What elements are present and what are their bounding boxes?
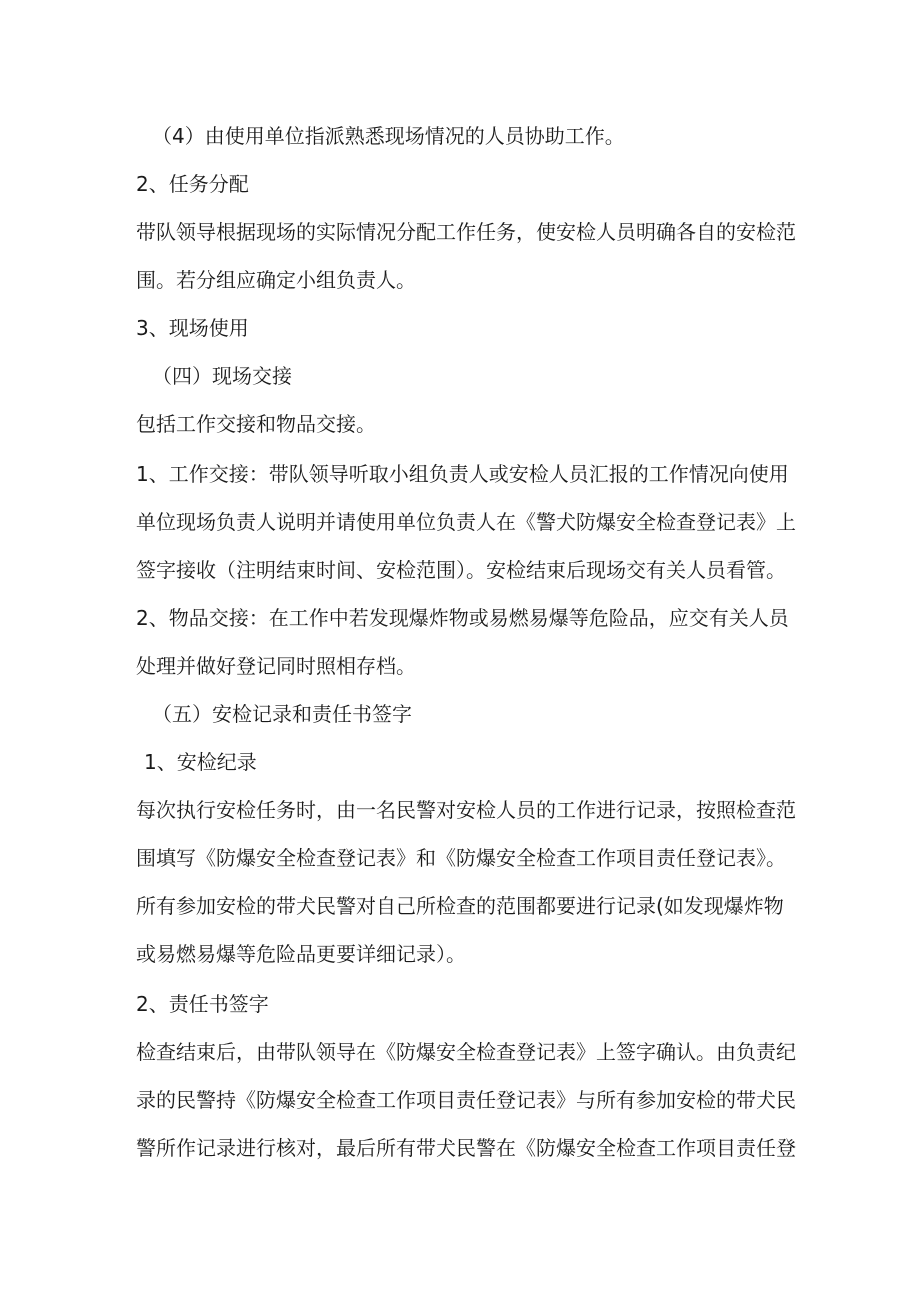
paragraph-line: 或易燃易爆等危险品更要详细记录）。 xyxy=(136,942,466,966)
paragraph-line: 围。若分组应确定小组负责人。 xyxy=(136,268,416,292)
paragraph-line: 围填写《防爆安全检查登记表》和《防爆安全检查工作项目责任登记表》。 xyxy=(136,846,786,870)
paragraph-line: 签字接收（注明结束时间、安检范围）。安检结束后现场交有关人员看管。 xyxy=(136,558,786,582)
paragraph-line: 所有参加安检的带犬民警对自己所检查的范围都要进行记录(如发现爆炸物 xyxy=(136,894,784,918)
paragraph-line: 每次执行安检任务时，由一名民警对安检人员的工作进行记录，按照检查范 xyxy=(136,798,796,822)
paragraph-line: 单位现场负责人说明并请使用单位负责人在《警犬防爆安全检查登记表》上 xyxy=(136,510,796,534)
paragraph-line: 检查结束后，由带队领导在《防爆安全检查登记表》上签字确认。由负责纪 xyxy=(136,1040,796,1064)
paragraph-line: （4）由使用单位指派熟悉现场情况的人员协助工作。 xyxy=(152,124,625,148)
paragraph-line: 录的民警持《防爆安全检查工作项目责任登记表》与所有参加安检的带犬民 xyxy=(136,1088,796,1112)
paragraph-line: 2、物品交接：在工作中若发现爆炸物或易燃易爆等危险品，应交有关人员 xyxy=(136,606,789,630)
section-heading: （五）安检记录和责任书签字 xyxy=(152,702,412,726)
section-heading: 2、任务分配 xyxy=(136,172,249,196)
section-heading: （四）现场交接 xyxy=(152,364,292,388)
section-heading: 1、安检纪录 xyxy=(144,750,257,774)
paragraph-line: 警所作记录进行核对，最后所有带犬民警在《防爆安全检查工作项目责任登 xyxy=(136,1136,796,1160)
section-heading: 2、责任书签字 xyxy=(136,992,269,1016)
paragraph-line: 包括工作交接和物品交接。 xyxy=(136,412,376,436)
paragraph-line: 带队领导根据现场的实际情况分配工作任务，使安检人员明确各自的安检范 xyxy=(136,220,796,244)
section-heading: 3、现场使用 xyxy=(136,316,249,340)
paragraph-line: 1、工作交接：带队领导听取小组负责人或安检人员汇报的工作情况向使用 xyxy=(136,462,789,486)
paragraph-line: 处理并做好登记同时照相存档。 xyxy=(136,654,416,678)
